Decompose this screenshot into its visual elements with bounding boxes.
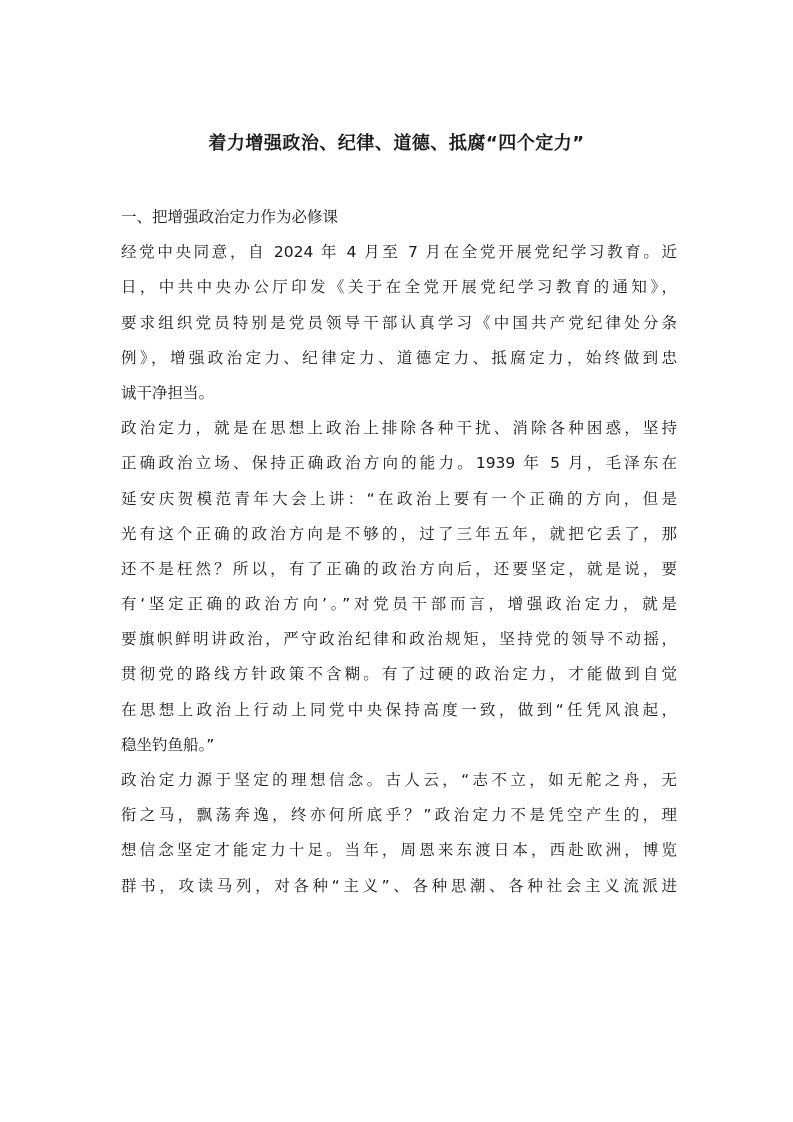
paragraph-line: 还不是枉然？所以，有了正确的政治方向后，还要坚定，就是说，要	[121, 559, 677, 578]
paragraph-line: 稳坐钓鱼船。”	[121, 735, 215, 754]
paragraph-line: 日，中共中央办公厅印发《关于在全党开展党纪学习教育的通知》，	[121, 278, 677, 297]
paragraph-line: 政治定力源于坚定的理想信念。古人云，“志不立，如无舵之舟，无	[121, 771, 677, 789]
paragraph-line: 有‘坚定正确的政治方向’。”对党员干部而言，增强政治定力，就是	[121, 595, 677, 614]
document-body	[121, 200, 677, 904]
paragraph-line: 贯彻党的路线方针政策不含糊。有了过硬的政治定力，才能做到自觉	[121, 665, 677, 684]
paragraph-line: 正确政治立场、保持正确政治方向的能力。1939 年 5 月，毛泽东在	[121, 454, 677, 473]
paragraph-line: 光有这个正确的政治方向是不够的，过了三年五年，就把它丢了，那	[121, 524, 677, 543]
paragraph-line: 群书，攻读马列，对各种“主义”、各种思潮、各种社会主义流派进	[121, 876, 677, 895]
section-heading: 一、把增强政治定力作为必修课	[121, 208, 339, 226]
paragraph-line: 延安庆贺模范青年大会上讲：“在政治上要有一个正确的方向，但是	[121, 489, 677, 508]
paragraph-line: 想信念坚定才能定力十足。当年，周恩来东渡日本，西赴欧洲，博览	[121, 841, 677, 860]
paragraph-line: 经党中央同意，自 2024 年 4 月至 7 月在全党开展党纪学习教育。近	[121, 243, 677, 262]
document-title: 着力增强政治、纪律、道德、抵腐“四个定力”	[208, 133, 585, 154]
paragraph-line: 要求组织党员特别是党员领导干部认真学习《中国共产党纪律处分条	[121, 313, 677, 332]
paragraph-line: 衔之马，飘荡奔逸，终亦何所底乎？”政治定力不是凭空产生的，理	[121, 806, 677, 825]
paragraph-line: 政治定力，就是在思想上政治上排除各种干扰、消除各种困惑，坚持	[121, 419, 677, 438]
paragraph-line: 例》，增强政治定力、纪律定力、道德定力、抵腐定力，始终做到忠	[121, 348, 677, 367]
paragraph-line: 要旗帜鲜明讲政治，严守政治纪律和政治规矩，坚持党的领导不动摇，	[121, 630, 677, 649]
paragraph-line: 诚干净担当。	[121, 383, 215, 402]
paragraph-line: 在思想上政治上行动上同党中央保持高度一致，做到“任凭风浪起，	[121, 700, 677, 719]
